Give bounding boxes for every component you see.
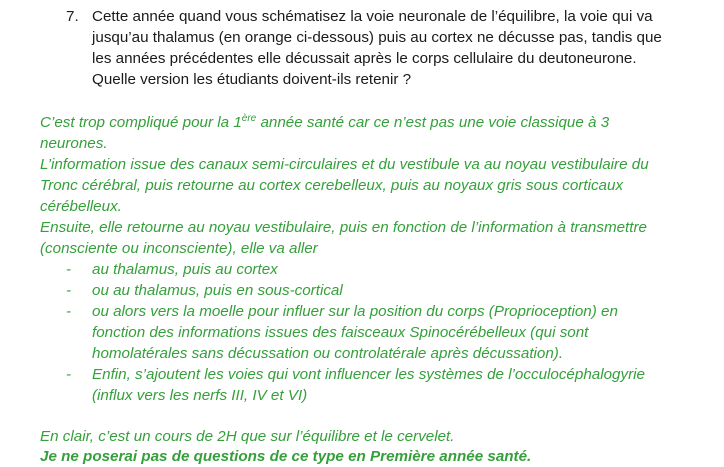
question-line: Cette année quand vous schématisez la voie neuronale de l’équilibre, la voie qui va bbox=[92, 8, 653, 25]
bullet-line: fonction des informations issues des faisceaux Spinocérébelleux (qui sont bbox=[92, 324, 589, 341]
answer-line: Ensuite, elle retourne au noyau vestibulaire, puis en fonction de l’information à transmettre bbox=[40, 219, 648, 236]
answer-line: neurones. bbox=[40, 135, 108, 152]
answer-intro-superscript: ère bbox=[241, 112, 257, 124]
bullet-dash: - bbox=[66, 366, 72, 383]
answer-line: cérébelleux. bbox=[40, 198, 122, 215]
bullet-line: homolatérales sans décussation ou controlatérale après décussation). bbox=[92, 345, 564, 362]
bullet-line: ou alors vers la moelle pour influer sur la position du corps (Proprioception) en bbox=[92, 303, 618, 320]
question-line: les années précédentes elle décussait après le corps cellulaire du deutoneurone. bbox=[92, 50, 637, 67]
answer-line: L’information issue des canaux semi-circulaires et du vestibule va au noyau vestibulaire du bbox=[40, 156, 649, 173]
question-line: Quelle version les étudiants doivent-ils retenir ? bbox=[92, 71, 412, 88]
answer-line: (consciente ou inconsciente), elle va aller bbox=[40, 240, 318, 257]
answer-intro-end: année santé car ce n’est pas une voie classique à 3 bbox=[256, 114, 610, 131]
bullet-dash: - bbox=[66, 261, 72, 278]
bullet-line: (influx vers les nerfs III, IV et VI) bbox=[92, 387, 308, 404]
bullet-line: au thalamus, puis au cortex bbox=[92, 261, 278, 278]
bullet-line: Enfin, s’ajoutent les voies qui vont influencer les systèmes de l’occulocéphalogyrie bbox=[92, 366, 645, 383]
answer-intro-start: C’est trop compliqué pour la 1 bbox=[40, 114, 242, 131]
final-statement: Je ne poserai pas de questions de ce type en Première année santé. bbox=[40, 448, 532, 465]
bullet-line: ou au thalamus, puis en sous-cortical bbox=[92, 282, 343, 299]
answer-intro-line bbox=[40, 112, 609, 133]
conclusion-line: En clair, c’est un cours de 2H que sur l’équilibre et le cervelet. bbox=[40, 428, 455, 445]
answer-line: Tronc cérébral, puis retourne au cortex cerebelleux, puis au noyaux gris sous corticaux bbox=[40, 177, 624, 194]
bullet-dash: - bbox=[66, 303, 72, 320]
question-number: 7. bbox=[66, 8, 79, 25]
question-line: jusqu’au thalamus (en orange ci-dessous) puis au cortex ne décusse pas, tandis que bbox=[92, 29, 662, 46]
bullet-dash: - bbox=[66, 282, 72, 299]
